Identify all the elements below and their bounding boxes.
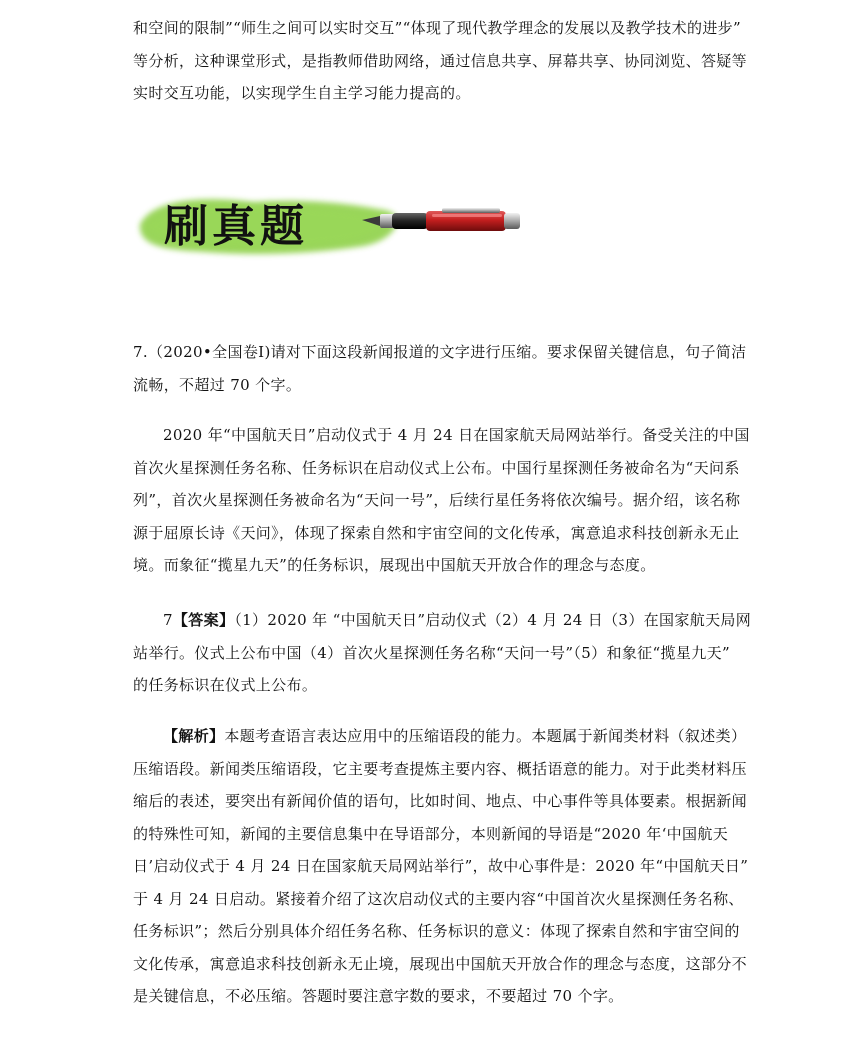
answer-number: 7 — [163, 611, 173, 629]
analysis-line: 的特殊性可知，新闻的主要信息集中在导语部分，本则新闻的导语是“2020 年‘中国航天 — [133, 824, 729, 843]
intro-line: 实时交互功能，以实现学生自主学习能力提高的。 — [133, 84, 471, 102]
question-line: 7.（2020•全国卷Ⅰ)请对下面这段新闻报道的文字进行压缩。要求保留关键信息，句子简洁 — [133, 343, 747, 361]
section-banner — [134, 184, 534, 264]
analysis-label: 【解析】 — [163, 727, 225, 745]
news-line: 首次火星探测任务名称、任务标识在启动仪式上公布。中国行星探测任务被命名为“天问系 — [133, 458, 740, 477]
analysis-line — [133, 720, 745, 753]
news-line: 境。而象征“揽星九天”的任务标识，展现出中国航天开放合作的理念与态度。 — [133, 556, 656, 574]
answer-line: 的任务标识在仪式上公布。 — [133, 676, 318, 694]
intro-paragraph — [133, 12, 748, 110]
answer-paragraph — [133, 604, 752, 702]
analysis-line: 压缩语段。新闻类压缩语段，它主要考查提炼主要内容、概括语意的能力。对于此类材料压 — [133, 759, 748, 778]
answer-label: 【答案】 — [172, 611, 235, 629]
intro-line: 等分析，这种课堂形式，是指教师借助网络，通过信息共享、屏幕共享、协同浏览、答疑等 — [133, 51, 748, 70]
analysis-line: 缩后的表述，要突出有新闻价值的语句，比如时间、地点、中心事件等具体要素。根据新闻 — [133, 792, 748, 810]
banner-title: 刷真题 — [164, 201, 308, 252]
analysis-text: 本题考查语言表达应用中的压缩语段的能力。本题属于新闻类材料（叙述类） — [224, 727, 747, 745]
news-paragraph — [133, 419, 750, 582]
analysis-line: 文化传承，寓意追求科技创新永无止境，展现出中国航天开放合作的理念与态度，这部分不 — [133, 954, 748, 973]
question-paragraph — [133, 336, 745, 401]
analysis-line: 是关键信息，不必压缩。答题时要注意字数的要求，不要超过 70 个字。 — [133, 987, 624, 1005]
news-line: 2020 年“中国航天日”启动仪式于 4 月 24 日在国家航天局网站举行。备受关注的中国 — [163, 426, 750, 444]
answer-line: 站举行。仪式上公布中国（4）首次火星探测任务名称“天问一号”（5）和象征“揽星九天” — [133, 643, 730, 662]
analysis-line: 于 4 月 24 日启动。紧接着介绍了这次启动仪式的主要内容“中国首次火星探测任务名称、 — [133, 889, 744, 908]
news-line: 列”，首次火星探测任务被命名为“天问一号”，后续行星任务将依次编号。据介绍，该名称 — [133, 491, 741, 509]
analysis-line: 任务标识”；然后分别具体介绍任务名称、任务标识的意义：体现了探索自然和宇宙空间的 — [133, 922, 740, 940]
news-line: 源于屈原长诗《天问》，体现了探索自然和宇宙空间的文化传承，寓意追求科技创新永无止 — [133, 523, 740, 542]
analysis-paragraph — [133, 720, 749, 1013]
analysis-line: 日’启动仪式于 4 月 24 日在国家航天局网站举行”，故中心事件是：2020 年“中国航天日” — [133, 857, 749, 875]
intro-line: 和空间的限制”“师生之间可以实时交互”“体现了现代教学理念的发展以及教学技术的进步” — [133, 19, 742, 37]
question-line: 流畅，不超过 70 个字。 — [133, 375, 302, 394]
answer-line — [133, 604, 752, 637]
answer-text: （1）2020 年 “中国航天日”启动仪式（2）4 月 24 日（3）在国家航天局网 — [234, 611, 752, 629]
